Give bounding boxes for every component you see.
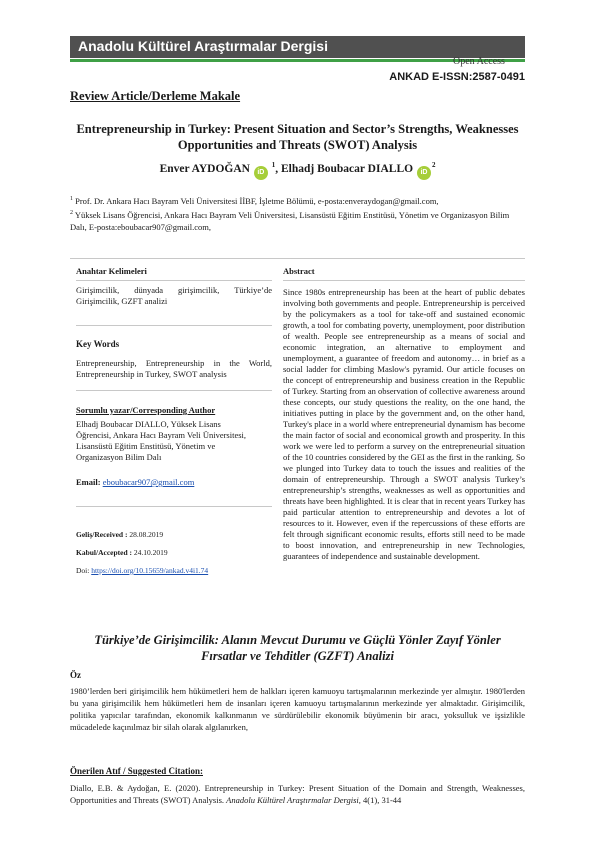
doi-line [76, 565, 272, 576]
keywords-en-divider [76, 325, 272, 326]
author-line [70, 161, 525, 180]
citation-body: Diallo, E.B. & Aydoğan, E. (2020). Entrepreneurship in Turkey: Present Situation of the Domain and Strength, Weaknesses, Opportunities and Threats (SWOT) Analysis. [70, 783, 525, 805]
citation-text [70, 782, 525, 806]
doi-link[interactable]: https://doi.org/10.15659/ankad.v4i1.74 [91, 566, 209, 575]
author-2-name: Elhadj Boubacar DIALLO [280, 162, 414, 175]
keywords-tr: Girişimcilik, dünyada girişimcilik, Türkiye’de Girişimcilik, GZFT analizi [76, 285, 272, 306]
oz-text: 1980’lerden beri girişimcilik hem hükümetleri hem de halkları içeren kamuoyu tartışmalarının merkezinde yer almıştır. 1980'lerden bu yana girişimcilik hem hükümetleri hem de insanları içeren kamuoyu tartışmalarının merkezinde yer almaktadır. Girişimcilik, politika yapıcılar tarafından, ekonomik kalkınmanın ve sürdürülebilir ekonomik büyümenin bir aracı, yoksulluk ve işsizlikle mücadelede kaçınılmaz bir silah olarak algılanırken, [70, 686, 525, 732]
citation-journal: Anadolu Kültürel Araştırmalar Dergisi, [226, 795, 361, 805]
turkish-title: Türkiye’de Girişimcilik: Alanın Mevcut Durumu ve Güçlü Yönler Zayıf Yönler Fırsatlar ve Tehditler (GZFT) Analizi [94, 633, 501, 663]
received-line [76, 529, 272, 540]
journal-name: Anadolu Kültürel Araştırmalar Dergisi [78, 38, 328, 54]
accepted-line [76, 547, 272, 558]
affiliation-2: $^2$ Yüksek Lisans Öğrencisi, Ankara Hacı Bayram Veli Üniversitesi, Lisansüstü Eğitim Enstitüsü, Yönetim ve Organizasyon Bilim Dalı, E-posta:eboubacar907@gmail.com, [70, 209, 510, 232]
oz-heading: Öz [70, 670, 81, 680]
issn-label: ANKAD E-ISSN:2587-0491 [389, 71, 525, 83]
email-link[interactable]: eboubacar907@gmail.com [102, 477, 195, 487]
affiliation-1: $^1$ Prof. Dr. Ankara Hacı Bayram Veli Üniversitesi İİBF, İşletme Bölümü, e-posta:enveraydogan@gmail.com, [70, 195, 439, 206]
accepted-label: Kabul/Accepted : [76, 548, 133, 557]
abstract-column [283, 266, 525, 562]
article-title: Entrepreneurship in Turkey: Present Situation and Sector’s Strengths, Weaknesses Opportunities and Threats (SWOT) Analysis [76, 122, 519, 152]
abstract-text: Since 1980s entrepreneurship has been at the heart of public debates involving both governments and people. Entrepreneurship is perceived by the policymakers as a tool for take-off and sustained economic growth, a tool for combating poverty, unemployment, poor distribution of wealth. People see entrepreneurship as a means of social and economic integration, an alternative to employment and unemployment, a guarantee of freedom and autonomy… in brief as a social ladder for climbing Maslow's pyramid. Our article focuses on the concept of entrepreneurship and business creation in the Republic of Turkey. Starting from an observation of collective awareness around these concepts, our study questions the reality, on the one hand, the initiatives putting in place by the government and, on the other hand, Turkey's place in a world where entrepreneurial dynamism has become the main factor of social and economical growth and prosperity. In this work we were led to perform a survey on the entrepreneurial situation of the 10 countries considered by the GEI as the first in the ranking. So we plunged into Turkey data to touch the issues and realities of the domain of entrepreneurship. Through a SWOT analysis Turkey’s entrepreneurship’s strengths, weaknesses as well as opportunities and threats have been highlighted. It is clear that in recent years Turkey has paid particular attention to entrepreneurship and devotes a lot of resources to it. However, even if the repercussions of these efforts are felt through significant economic results, efforts still need to be made to boost innovation, and entrepreneurship in new Technologies, guarantees of independence and sustainable development. [283, 287, 525, 561]
open-access-label: Open Access [453, 56, 505, 67]
email-label: Email: [76, 477, 101, 487]
citation-heading: Önerilen Atıf / Suggested Citation: [70, 766, 203, 776]
author-separator: , [275, 162, 279, 175]
abstract-divider [283, 280, 525, 281]
received-label: Geliş/Received : [76, 530, 128, 539]
doi-label: Doi: [76, 566, 90, 575]
orcid-icon[interactable]: iD [417, 166, 431, 180]
article-info-column [76, 266, 272, 576]
keywords-en: Entrepreneurship, Entrepreneurship in the World, Entrepreneurship in Turkey, SWOT analysis [76, 358, 272, 379]
corr-divider [76, 390, 272, 391]
orcid-icon[interactable]: iD [254, 166, 268, 180]
author-1-sup: 1 [271, 161, 276, 169]
corresponding-author-heading: Sorumlu yazar/Corresponding Author [76, 405, 216, 415]
author-1-name: Enver AYDOĞAN [159, 162, 250, 175]
accepted-date: 24.10.2019 [133, 548, 168, 557]
keywords-tr-divider [76, 280, 272, 281]
article-type: Review Article/Derleme Makale [70, 89, 241, 103]
section-divider [70, 258, 525, 259]
citation-volume: 4(1), 31-44 [363, 795, 402, 805]
keywords-en-heading: Key Words [76, 339, 120, 349]
email-line [76, 477, 272, 488]
abstract-heading: Abstract [283, 266, 315, 276]
keywords-tr-heading: Anahtar Kelimeleri [76, 266, 147, 276]
received-date: 28.08.2019 [129, 530, 164, 539]
dates-divider [76, 506, 272, 507]
affiliations [70, 193, 525, 233]
corresponding-author-text: Elhadj Boubacar DIALLO, Yüksek Lisans Öğrencisi, Ankara Hacı Bayram Veli Üniversitesi, Lisansüstü Eğitim Enstitüsü, Yönetim ve Organizasyon Bilim Dalı [76, 419, 247, 462]
author-2-sup: 2 [431, 161, 436, 169]
